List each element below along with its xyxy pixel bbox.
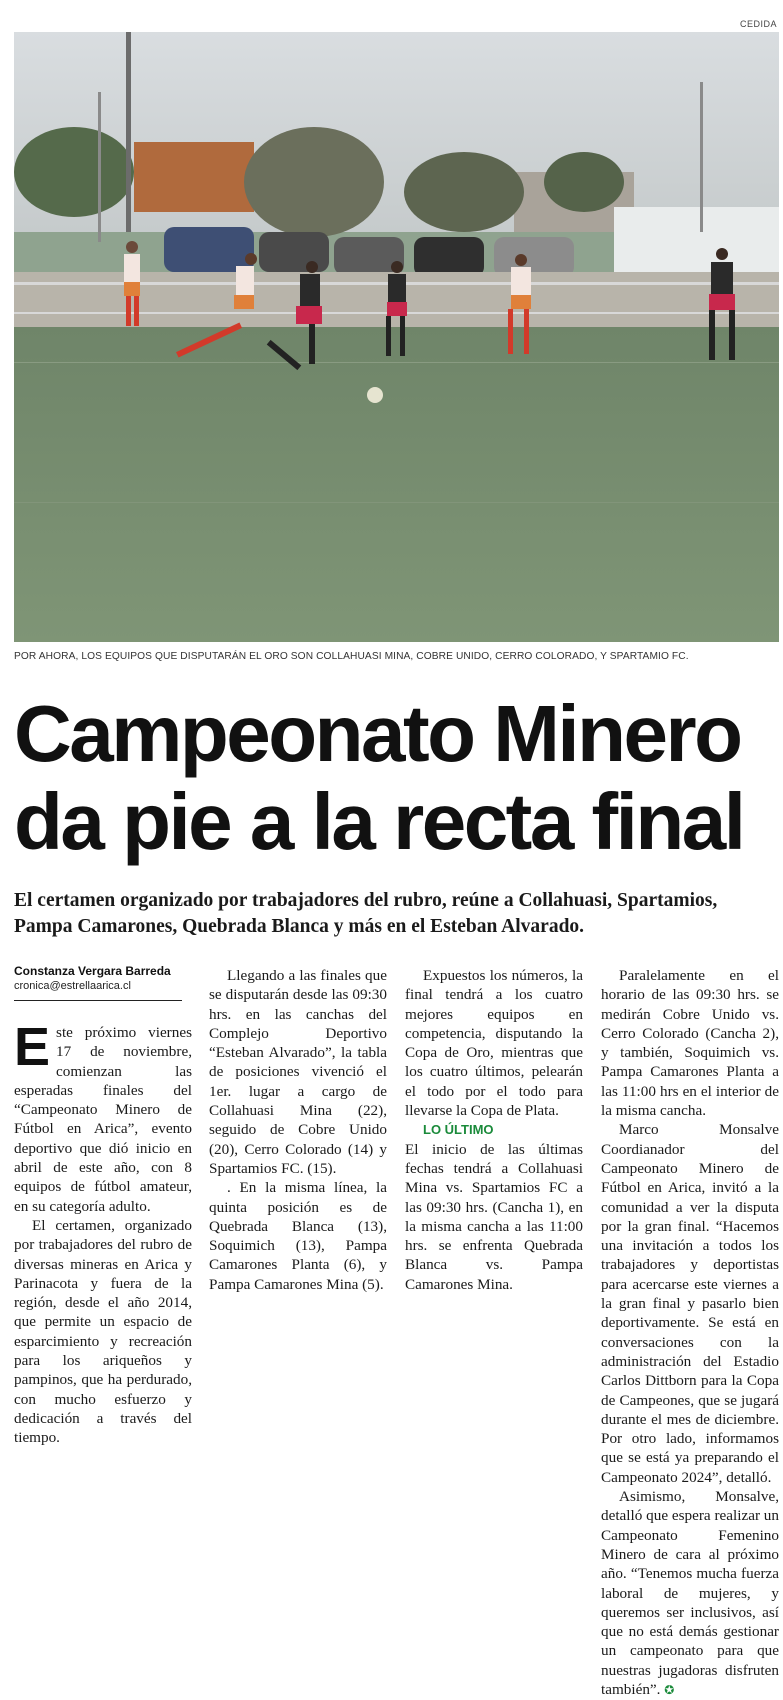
article-column-4: [601, 966, 779, 1700]
body-paragraph-8: Marco Monsalve Coordianador del Campeonato Minero de Fútbol en Arica, invitó a la comunidad a ver la disputa por la gran final. “Hacemos una invitación a todos los trabajadores y deportistas para acercarse este viernes a la gran final y pasarlo bien deportivamente. Se está en conversaciones con la administración del Estadio Carlos Dittborn para la Copa de Campeones, que se jugará durante el mes de diciembre. Por otro lado, informamos que se está ya preparando el Campeonato 2024”, detalló.: [601, 1121, 779, 1486]
author-email[interactable]: cronica@estrellaarica.cl: [14, 980, 131, 992]
body-paragraph-2: El certamen, organizado por trabajadores del rubro de diversas mineras en Arica y Parinacota y fuera de la región, desde el año 2014, que permite un espacio de esparcimiento y recreación para los ariqueños y pampinos, que ha perdurado, con mucho esfuerzo y dedicación a través del tiempo.: [14, 1216, 192, 1447]
photo-caption: POR AHORA, LOS EQUIPOS QUE DISPUTARÁN EL ORO SON COLLAHUASI MINA, COBRE UNIDO, CERRO COLORADO, Y SPARTAMIO FC.: [14, 651, 689, 662]
byline: [14, 963, 182, 994]
body-paragraph-9: [601, 1487, 779, 1700]
author-name: Constanza Vergara Barreda: [14, 964, 171, 978]
soccer-match-photo: [14, 32, 779, 642]
body-paragraph-9-text: Asimismo, Monsalve, detalló que espera realizar un Campeonato Femenino Minero de cara al próximo año. “Tenemos mucha fuerza laboral de mujeres, y queremos ser inclusivos, así que no está demás gestionar un campeonato para que nuestras jugadoras disfruten también”.: [601, 1488, 779, 1698]
body-paragraph-4: . En la misma línea, la quinta posición es de Quebrada Blanca (13), Soquimich (13), Pampa Camarones Planta (6), y Pampa Camarones Mina (5).: [209, 1179, 387, 1293]
body-paragraph-7: Paralelamente en el horario de las 09:30 hrs. se medirán Cobre Unido vs. Cerro Colorado (Cancha 2), y también, Soquimich vs. Pampa Camarones Planta a las 11:00 hrs en el interior de la misma cancha.: [601, 967, 779, 1120]
body-paragraph-5: Expuestos los números, la final tendrá a los cuatro mejores equipos en competencia, disputando la Copa de Oro, mientras que los cuatro últimos, pelearán el todo por el todo para llevarse la Copa de Plata.: [405, 967, 583, 1120]
deck-summary: El certamen organizado por trabajadores del rubro, reúne a Collahuasi, Spartamios, Pampa Camarones, Quebrada Blanca y más en el Esteban Alvarado.: [14, 890, 718, 937]
body-paragraph-1: [14, 1017, 192, 1216]
article-photo: [14, 32, 779, 642]
headline-line-2: da pie a la recta final: [14, 777, 744, 866]
photo-credit: CEDIDA: [739, 19, 777, 29]
article-column-2: [209, 966, 387, 1294]
headline: [14, 690, 779, 866]
star-end-icon: ✪: [664, 1682, 675, 1697]
byline-divider: [14, 1000, 182, 1001]
article-column-3: [405, 966, 583, 1294]
body-paragraph-1-text: ste próximo viernes 17 de noviembre, comienzan las esperadas finales del “Campeonato Minero de Fútbol en Arica”, evento deportivo que dió inicio en abril de este año, con 8 equipos de fútbol amateur, en su categoría adulto.: [14, 1024, 192, 1215]
body-paragraph-3: Llegando a las finales que se disputarán desde las 09:30 hrs. en las canchas del Complejo Deportivo “Esteban Alvarado”, la tabla de posiciones vivenció el 1er. lugar a cargo de Collahuasi Mina (22), seguido de Cobre Unido (20), Cerro Colorado (14) y Spartamios FC. (15).: [209, 967, 387, 1177]
article-column-1: [14, 1017, 192, 1448]
subhead-lo-ultimo: LO ÚLTIMO: [423, 1122, 494, 1138]
body-paragraph-6: El inicio de las últimas fechas tendrá a Collahuasi Mina vs. Spartamios FC a las 09:30 hrs. (Cancha 1), en la misma cancha a las 11:00 hrs. se enfrenta Quebrada Blanca vs. Pampa Camarones Mina.: [405, 1140, 583, 1293]
headline-line-1: Campeonato Minero: [14, 689, 741, 778]
drop-cap: E: [14, 1017, 51, 1077]
